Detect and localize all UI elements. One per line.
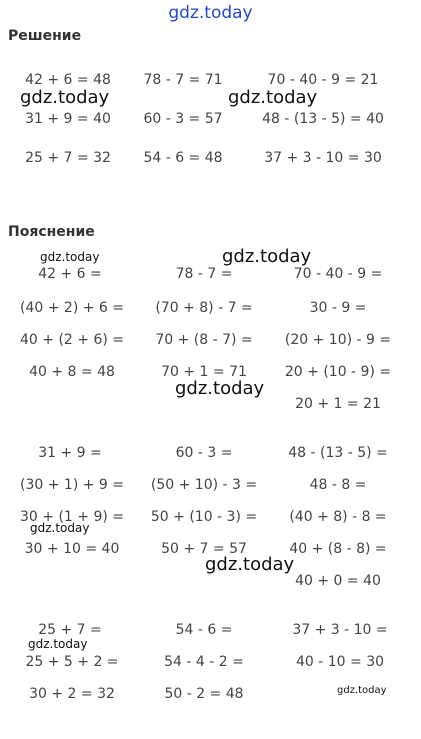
- explanation-step: 54 - 4 - 2 =: [164, 654, 244, 670]
- explanation-step: 70 + (8 - 7) =: [155, 332, 253, 348]
- explanation-step: (40 + 2) + 6 =: [20, 300, 124, 316]
- explanation-step: 30 + 2 = 32: [29, 686, 115, 702]
- explanation-step: 31 + 9 =: [38, 445, 102, 461]
- top-watermark: gdz.today: [168, 3, 253, 23]
- explanation-step: 25 + 5 + 2 =: [25, 654, 119, 670]
- explanation-step: 50 - 2 = 48: [164, 686, 244, 702]
- explanation-step: 70 + 1 = 71: [161, 364, 247, 380]
- explanation-step: 48 - 8 =: [309, 477, 367, 493]
- explanation-step: (50 + 10) - 3 =: [150, 477, 258, 493]
- explanation-step: 42 + 6 =: [38, 266, 102, 282]
- explanation-step: (70 + 8) - 7 =: [155, 300, 253, 316]
- explanation-step: 30 - 9 =: [309, 300, 367, 316]
- explanation-step: 30 + (1 + 9) =: [20, 509, 124, 525]
- explanation-step: 50 + (10 - 3) =: [150, 509, 258, 525]
- explanation-step: 37 + 3 - 10 =: [292, 622, 388, 638]
- explanation-step: 50 + 7 = 57: [161, 541, 247, 557]
- explanation-step: 40 - 10 = 30: [295, 654, 385, 670]
- solution-equation: 54 - 6 = 48: [143, 150, 223, 166]
- explanation-step: 20 + (10 - 9) =: [284, 364, 392, 380]
- solution-equation: 25 + 7 = 32: [25, 150, 111, 166]
- watermark: gdz.today: [28, 637, 88, 651]
- solution-equation: 37 + 3 - 10 = 30: [264, 150, 382, 166]
- explanation-step: (20 + 10) - 9 =: [284, 332, 392, 348]
- solution-equation: 31 + 9 = 40: [25, 111, 111, 127]
- explanation-heading: Пояснение: [8, 224, 95, 240]
- watermark: gdz.today: [30, 521, 90, 535]
- solution-equation: 48 - (13 - 5) = 40: [262, 111, 384, 127]
- solution-equation: 78 - 7 = 71: [143, 72, 223, 88]
- watermark: gdz.today: [40, 250, 100, 264]
- solution-equation: 70 - 40 - 9 = 21: [267, 72, 379, 88]
- explanation-step: 48 - (13 - 5) =: [288, 445, 388, 461]
- explanation-step: 40 + 0 = 40: [295, 573, 381, 589]
- explanation-step: 54 - 6 =: [175, 622, 233, 638]
- explanation-step: 40 + (8 - 8) =: [289, 541, 387, 557]
- explanation-step: 40 + (2 + 6) =: [20, 332, 124, 348]
- explanation-step: 60 - 3 =: [175, 445, 233, 461]
- explanation-step: 20 + 1 = 21: [295, 396, 381, 412]
- watermark: gdz.today: [222, 246, 312, 267]
- explanation-step: 40 + 8 = 48: [29, 364, 115, 380]
- explanation-step: 78 - 7 =: [175, 266, 233, 282]
- watermark: gdz.today: [20, 87, 110, 108]
- watermark: gdz.today: [337, 685, 387, 696]
- explanation-step: (40 + 8) - 8 =: [289, 509, 387, 525]
- solution-heading: Решение: [8, 28, 82, 44]
- watermark: gdz.today: [205, 554, 295, 575]
- explanation-step: 25 + 7 =: [38, 622, 102, 638]
- explanation-step: 70 - 40 - 9 =: [293, 266, 383, 282]
- explanation-step: (30 + 1) + 9 =: [20, 477, 124, 493]
- watermark: gdz.today: [228, 87, 318, 108]
- explanation-step: 30 + 10 = 40: [24, 541, 120, 557]
- watermark: gdz.today: [175, 378, 265, 399]
- solution-equation: 42 + 6 = 48: [25, 72, 111, 88]
- solution-equation: 60 - 3 = 57: [143, 111, 223, 127]
